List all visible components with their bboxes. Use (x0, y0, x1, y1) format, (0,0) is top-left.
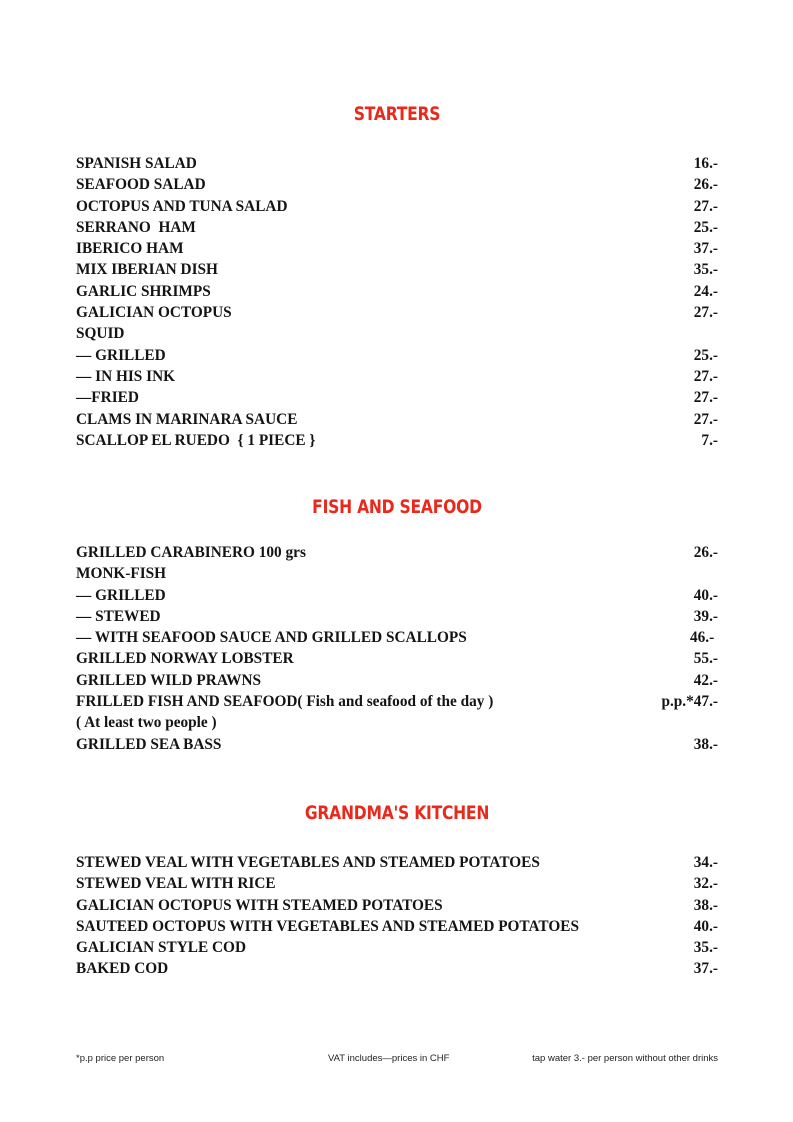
item-price: 37.- (693, 960, 718, 978)
item-name: SCALLOP EL RUEDO { 1 PIECE } (76, 431, 316, 449)
menu-item (76, 958, 718, 979)
item-name: FRILLED FISH AND SEAFOOD( Fish and seafood of the day ) (76, 693, 494, 711)
item-price: 25.- (693, 218, 718, 236)
item-name: SERRANO HAM (76, 218, 196, 236)
item-price: 35.- (693, 939, 718, 957)
item-name: — STEWED (76, 607, 161, 625)
menu-item (76, 670, 718, 691)
footer-note-per-person: *p.p price per person (76, 1053, 165, 1064)
item-name: GALICIAN OCTOPUS (76, 304, 232, 322)
item-name: SQUID (76, 325, 125, 343)
menu-item (76, 153, 718, 174)
section-title: STARTERS (353, 103, 441, 125)
item-price: 38.- (693, 735, 718, 753)
menu-item (76, 387, 718, 408)
item-price: 42.- (693, 671, 718, 689)
menu-item (76, 366, 718, 387)
menu-item (76, 302, 718, 323)
item-name: — WITH SEAFOOD SAUCE AND GRILLED SCALLOPS (76, 629, 467, 647)
item-price: 25.- (693, 346, 718, 364)
menu-item (76, 627, 718, 648)
menu-item (76, 873, 718, 894)
item-price: 46.- (689, 629, 718, 647)
item-name: IBERICO HAM (76, 240, 184, 258)
item-name: — GRILLED (76, 586, 166, 604)
menu-list (76, 153, 718, 451)
menu-list (76, 542, 718, 755)
menu-item (76, 542, 718, 563)
menu-item (76, 259, 718, 280)
menu-item (76, 648, 718, 669)
item-name: — GRILLED (76, 346, 166, 364)
menu-item (76, 606, 718, 627)
menu-item-group-heading (76, 323, 718, 344)
section-title: FISH AND SEAFOOD (312, 496, 482, 518)
section-title: GRANDMA'S KITCHEN (304, 802, 490, 824)
item-price: 26.- (693, 176, 718, 194)
item-name: ( At least two people ) (76, 714, 217, 732)
item-price: 24.- (693, 282, 718, 300)
item-name: STEWED VEAL WITH RICE (76, 875, 276, 893)
item-name: GRILLED SEA BASS (76, 735, 222, 753)
menu-item (76, 734, 718, 755)
item-price: 38.- (693, 896, 718, 914)
item-name: GRILLED NORWAY LOBSTER (76, 650, 294, 668)
menu-item (76, 238, 718, 259)
section-fish-and-seafood (76, 494, 718, 753)
item-price: 37.- (693, 240, 718, 258)
menu-item (76, 691, 718, 712)
item-name: SEAFOOD SALAD (76, 176, 206, 194)
menu-item (76, 196, 718, 217)
item-name: GARLIC SHRIMPS (76, 282, 211, 300)
item-name: SPANISH SALAD (76, 155, 197, 172)
item-name: SAUTEED OCTOPUS WITH VEGETABLES AND STEAMED POTATOES (76, 917, 579, 935)
item-price: 40.- (693, 917, 718, 935)
item-price: 35.- (693, 261, 718, 279)
item-price: 27.- (693, 367, 718, 385)
menu-item (76, 937, 718, 958)
item-price: 27.- (693, 389, 718, 407)
menu-item (76, 409, 718, 430)
menu-item (76, 430, 718, 451)
item-name: GRILLED CARABINERO 100 grs (76, 544, 306, 561)
item-name: —FRIED (76, 389, 139, 407)
menu-item (76, 916, 718, 937)
item-name: BAKED COD (76, 960, 169, 978)
menu-item (76, 345, 718, 366)
item-price: p.p.*47.- (661, 693, 718, 711)
section-grandmas-kitchen (76, 800, 718, 978)
menu-item-group-heading (76, 563, 718, 584)
item-name: MIX IBERIAN DISH (76, 261, 218, 279)
item-price: 26.- (693, 544, 718, 561)
menu-item-note (76, 712, 718, 733)
item-price: 16.- (693, 155, 718, 172)
item-price: 32.- (693, 875, 718, 893)
menu-item (76, 174, 718, 195)
section-starters (76, 101, 718, 449)
item-name: STEWED VEAL WITH VEGETABLES AND STEAMED POTATOES (76, 854, 540, 871)
menu-item (76, 217, 718, 238)
menu-item (76, 852, 718, 873)
menu-item (76, 895, 718, 916)
item-price: 7.- (701, 431, 718, 449)
item-price: 34.- (693, 854, 718, 871)
item-name: CLAMS IN MARINARA SAUCE (76, 410, 298, 428)
footer-note-tap-water: tap water 3.- per person without other drinks (532, 1053, 718, 1064)
item-name: GRILLED WILD PRAWNS (76, 671, 262, 689)
menu-list (76, 852, 718, 980)
item-name: MONK-FISH (76, 565, 167, 583)
footer-note-vat: VAT includes—prices in CHF (328, 1053, 450, 1064)
item-name: GALICIAN STYLE COD (76, 939, 246, 957)
item-price: 39.- (693, 607, 718, 625)
item-price: 40.- (693, 586, 718, 604)
menu-item (76, 585, 718, 606)
item-name: OCTOPUS AND TUNA SALAD (76, 197, 288, 215)
menu-item (76, 281, 718, 302)
item-price: 27.- (693, 304, 718, 322)
item-name: — IN HIS INK (76, 367, 176, 385)
item-name: GALICIAN OCTOPUS WITH STEAMED POTATOES (76, 896, 443, 914)
item-price: 55.- (693, 650, 718, 668)
item-price: 27.- (693, 410, 718, 428)
item-price: 27.- (693, 197, 718, 215)
